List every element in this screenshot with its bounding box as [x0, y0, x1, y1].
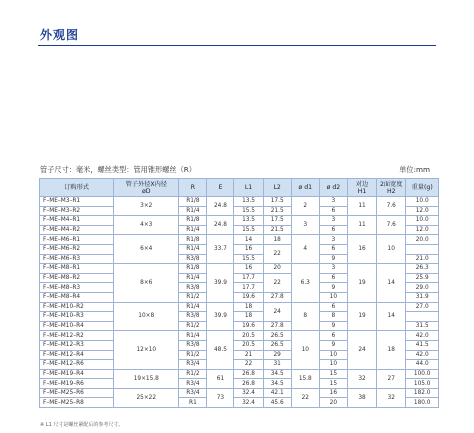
cell-weight: 41.5 [406, 340, 439, 350]
cell-d2: 6 [319, 273, 347, 283]
cell-h1: 32 [347, 369, 376, 388]
cell-e: 61 [207, 369, 234, 388]
cell-r: R1/4 [179, 244, 207, 254]
cell-l2: 31 [263, 360, 291, 370]
cell-weight: 12.0 [406, 225, 439, 235]
cell-tube: 8×6 [114, 264, 179, 302]
cell-l2: 26.5 [263, 340, 291, 350]
cell-weight: 29.0 [406, 283, 439, 293]
header-h1 [347, 179, 376, 197]
table-row [40, 369, 439, 379]
cell-r: R1/8 [179, 197, 207, 207]
cell-weight: 182.0 [406, 388, 439, 398]
header-l1: L1 [234, 179, 263, 197]
cell-r: R1 [179, 398, 207, 408]
cell-r: R1/4 [179, 225, 207, 235]
cell-weight: 10.0 [406, 197, 439, 207]
cell-tube: 6×4 [114, 235, 179, 264]
cell-l2: 29 [263, 350, 291, 360]
cell-l1: 22 [234, 360, 263, 370]
section-title: 外观图 [40, 28, 80, 42]
cell-tube: 3×2 [114, 197, 179, 216]
spec-table [39, 178, 439, 408]
cell-h2: 27 [377, 369, 406, 388]
cell-d2: 9 [319, 321, 347, 331]
cell-weight: 10.0 [406, 216, 439, 226]
cell-l2: 27.8 [263, 321, 291, 331]
cell-r: R3/8 [179, 340, 207, 350]
cell-l1: 13.5 [234, 216, 263, 226]
cell-d2: 3 [319, 235, 347, 245]
cell-model: F–ME–M12–R2 [40, 331, 114, 341]
cell-weight: 180.0 [406, 398, 439, 408]
cell-l2: 21.5 [263, 206, 291, 216]
cell-h1: 11 [347, 216, 376, 235]
cell-model: F–ME–M12–R3 [40, 340, 114, 350]
cell-l1: 20.5 [234, 340, 263, 350]
cell-r: R3/8 [179, 283, 207, 293]
cell-e: 39.9 [207, 264, 234, 302]
cell-l2: 42.1 [263, 388, 291, 398]
cell-d2: 3 [319, 264, 347, 274]
header-h1-line2: H1 [357, 187, 367, 195]
cell-weight: 42.0 [406, 350, 439, 360]
cell-r: R3/8 [179, 312, 207, 322]
cell-model: F–ME–M8–R1 [40, 264, 114, 274]
cell-tube: 19×15.8 [114, 369, 179, 388]
cell-d2: 10 [319, 360, 347, 370]
cell-model: F–ME–M8–R4 [40, 292, 114, 302]
cell-d2: 16 [319, 388, 347, 398]
cell-model: F–ME–M25–R8 [40, 398, 114, 408]
cell-h2: 14 [377, 302, 406, 331]
cell-l2: 17.5 [263, 197, 291, 207]
cell-r: R1/2 [179, 369, 207, 379]
cell-weight: 42.0 [406, 331, 439, 341]
cell-d2: 15 [319, 379, 347, 389]
cell-l1: 15.5 [234, 206, 263, 216]
cell-l2: 22 [263, 244, 291, 263]
cell-e: 73 [207, 388, 234, 407]
cell-weight: 105.0 [406, 379, 439, 389]
cell-d1: 15.8 [291, 369, 319, 388]
cell-h2: 7.6 [377, 197, 406, 216]
cell-l1: 26.8 [234, 369, 263, 379]
cell-l1: 21 [234, 350, 263, 360]
cell-weight: 27.0 [406, 302, 439, 312]
cell-r: R1/8 [179, 216, 207, 226]
cell-model: F–ME–M10–R3 [40, 312, 114, 322]
cell-d1: 10 [291, 331, 319, 369]
cell-r: R3/4 [179, 360, 207, 370]
table-row [40, 302, 439, 312]
cell-model: F–ME–M3–R2 [40, 206, 114, 216]
header-tube [114, 179, 179, 197]
cell-r: R1/2 [179, 321, 207, 331]
cell-e: 24.8 [207, 216, 234, 235]
cell-l2: 34.5 [263, 379, 291, 389]
cell-l1: 19.6 [234, 292, 263, 302]
cell-h2: 18 [377, 331, 406, 369]
title-divider [38, 45, 436, 46]
cell-l1: 18 [234, 312, 263, 322]
cell-weight: 12.0 [406, 206, 439, 216]
cell-model: F–ME–M19–R4 [40, 369, 114, 379]
cell-l1: 16 [234, 264, 263, 274]
cell-weight [406, 244, 439, 254]
cell-h1: 38 [347, 388, 376, 407]
cell-d2: 9 [319, 254, 347, 264]
cell-d2: 20 [319, 398, 347, 408]
cell-e: 24.8 [207, 197, 234, 216]
cell-d1: 3 [291, 216, 319, 235]
cell-r: R1/4 [179, 273, 207, 283]
unit-label: 单位:mm [399, 165, 430, 174]
cell-r: R3/4 [179, 379, 207, 389]
cell-model: F–ME–M10–R4 [40, 321, 114, 331]
header-l2: L2 [263, 179, 291, 197]
table-row [40, 331, 439, 341]
cell-model: F–ME–M3–R1 [40, 197, 114, 207]
table-caption: 管子尺寸：毫米，螺丝类型：管用锥形螺丝（R） [40, 165, 196, 174]
table-row [40, 216, 439, 226]
table-row [40, 197, 439, 207]
cell-h1: 11 [347, 197, 376, 216]
cell-d2: 6 [319, 302, 347, 312]
cell-weight: 21.0 [406, 254, 439, 264]
cell-model: F–ME–M4–R1 [40, 216, 114, 226]
cell-model: F–ME–M6–R1 [40, 235, 114, 245]
cell-l1: 15.5 [234, 254, 263, 264]
cell-l1: 20.5 [234, 331, 263, 341]
cell-weight: 31.5 [406, 321, 439, 331]
cell-r: R1/4 [179, 331, 207, 341]
cell-d1: 4 [291, 235, 319, 264]
cell-model: F–ME–M10–R2 [40, 302, 114, 312]
cell-model: F–ME–M8–R2 [40, 273, 114, 283]
cell-model: F–ME–M12–R4 [40, 350, 114, 360]
cell-model: F–ME–M8–R3 [40, 283, 114, 293]
header-h1-line1: 对边 [355, 180, 369, 188]
cell-weight [406, 312, 439, 322]
cell-l1: 15.5 [234, 225, 263, 235]
cell-l1: 19.6 [234, 321, 263, 331]
cell-d2: 9 [319, 283, 347, 293]
cell-h1: 19 [347, 264, 376, 302]
header-h2 [377, 179, 406, 197]
cell-d1: 22 [291, 388, 319, 407]
cell-h2: 7.6 [377, 216, 406, 235]
header-r: R [179, 179, 207, 197]
cell-l1: 14 [234, 235, 263, 245]
cell-model: F–ME–M6–R3 [40, 254, 114, 264]
cell-d2: 10 [319, 292, 347, 302]
cell-r: R1/8 [179, 235, 207, 245]
header-model: 订购形式 [40, 179, 114, 197]
cell-model: F–ME–M12–R6 [40, 360, 114, 370]
footnote: ※ L1 尺寸是螺丝紧配后的参考尺寸。 [40, 422, 124, 428]
table-row [40, 388, 439, 398]
cell-weight: 44.0 [406, 360, 439, 370]
cell-l1: 32.4 [234, 398, 263, 408]
cell-weight: 100.0 [406, 369, 439, 379]
cell-e: 39.9 [207, 302, 234, 331]
header-d1: ø d1 [291, 179, 319, 197]
cell-e: 48.5 [207, 331, 234, 369]
header-h2-line1: 2面宽度 [380, 180, 403, 188]
cell-weight: 31.9 [406, 292, 439, 302]
table-row [40, 235, 439, 245]
cell-d1: 6.3 [291, 264, 319, 302]
cell-l2: 26.5 [263, 331, 291, 341]
cell-h2: 14 [377, 264, 406, 302]
cell-l1: 17.7 [234, 283, 263, 293]
cell-model: F–ME–M6–R2 [40, 244, 114, 254]
cell-r: R1/2 [179, 292, 207, 302]
cell-d2: 15 [319, 369, 347, 379]
header-tube-line1: 管子外径X内径 [125, 180, 167, 188]
cell-weight: 20.0 [406, 235, 439, 245]
cell-d1: 2 [291, 197, 319, 216]
cell-h1: 24 [347, 331, 376, 369]
cell-l2: 24 [263, 302, 291, 321]
table-header-row [40, 179, 439, 197]
header-h2-line2: H2 [386, 187, 396, 195]
cell-l1: 17.7 [234, 273, 263, 283]
cell-h2: 10 [377, 235, 406, 264]
header-d2: ø d2 [319, 179, 347, 197]
cell-r: R3/4 [179, 388, 207, 398]
cell-d2: 9 [319, 340, 347, 350]
table-row [40, 264, 439, 274]
cell-r: R1/2 [179, 350, 207, 360]
cell-l1: 26.8 [234, 379, 263, 389]
cell-l2: 18 [263, 235, 291, 245]
cell-tube: 4×3 [114, 216, 179, 235]
cell-model: F–ME–M19–R6 [40, 379, 114, 389]
cell-d2: 6 [319, 244, 347, 254]
cell-l2: 34.5 [263, 369, 291, 379]
header-weight: 重量(g) [406, 179, 439, 197]
cell-d1: 8 [291, 302, 319, 331]
cell-model: F–ME–M4–R2 [40, 225, 114, 235]
cell-l2: 21.5 [263, 225, 291, 235]
header-e: E [207, 179, 234, 197]
cell-h2: 32 [377, 388, 406, 407]
header-tube-line2: øD [141, 187, 151, 195]
cell-r: R1/8 [179, 264, 207, 274]
cell-d2: 6 [319, 331, 347, 341]
cell-h1: 19 [347, 302, 376, 331]
cell-e: 33.7 [207, 235, 234, 264]
cell-d2: 3 [319, 216, 347, 226]
cell-l2: 45.6 [263, 398, 291, 408]
cell-r: R3/8 [179, 254, 207, 264]
cell-l1: 18 [234, 302, 263, 312]
cell-l1: 16 [234, 244, 263, 254]
cell-tube: 25×22 [114, 388, 179, 407]
cell-tube: 10×8 [114, 302, 179, 331]
cell-r: R1/4 [179, 206, 207, 216]
cell-l1: 32.4 [234, 388, 263, 398]
cell-weight: 26.3 [406, 264, 439, 274]
cell-model: F–ME–M25–R6 [40, 388, 114, 398]
cell-h1: 16 [347, 235, 376, 264]
cell-d2: 6 [319, 206, 347, 216]
cell-d2: 3 [319, 197, 347, 207]
cell-d2: 10 [319, 350, 347, 360]
cell-l2: 22 [263, 273, 291, 292]
cell-d2: 8 [319, 312, 347, 322]
cell-d2: 6 [319, 225, 347, 235]
cell-tube: 12×10 [114, 331, 179, 369]
cell-l2: 27.8 [263, 292, 291, 302]
cell-l2: 17.5 [263, 216, 291, 226]
cell-l2: 20 [263, 264, 291, 274]
cell-weight: 25.9 [406, 273, 439, 283]
cell-r: R1/4 [179, 302, 207, 312]
cell-l1: 13.5 [234, 197, 263, 207]
